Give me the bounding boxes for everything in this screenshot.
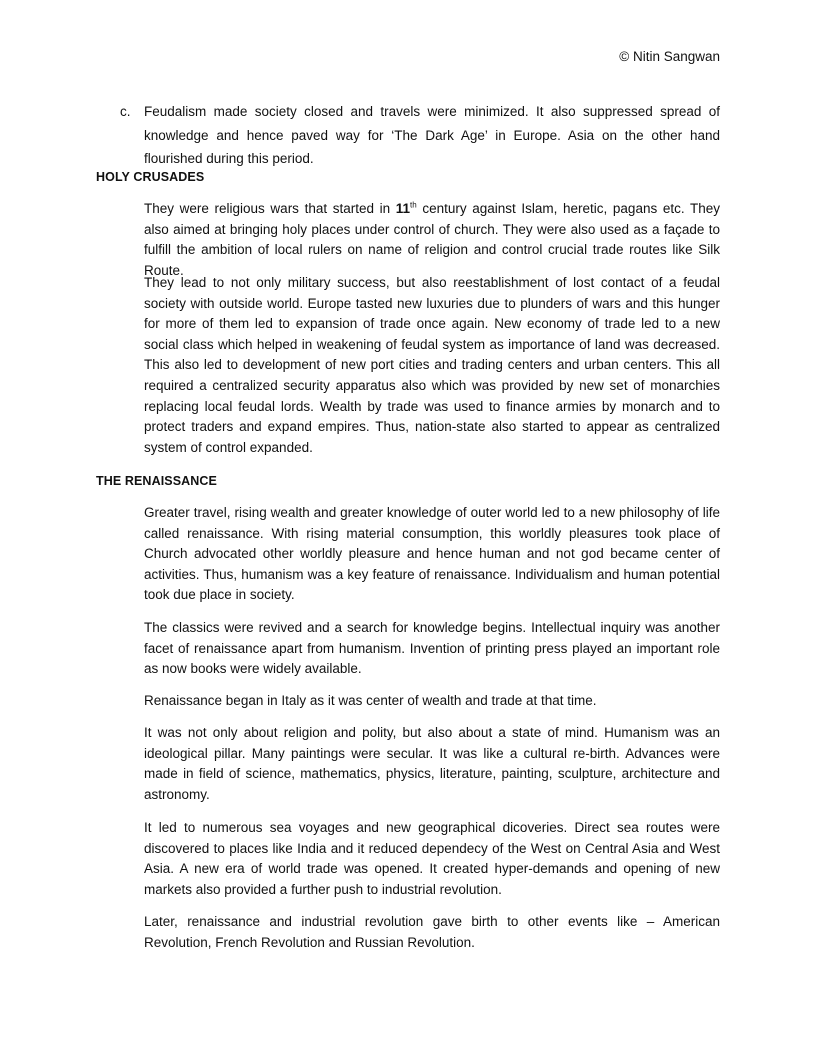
heading-holy-crusades: HOLY CRUSADES bbox=[96, 170, 205, 184]
century-suffix: th bbox=[410, 200, 417, 210]
paragraph-renaissance-6: Later, renaissance and industrial revolution gave birth to other events like – American Revolution, French Revolution and Russian Revolution. bbox=[144, 914, 720, 950]
heading-renaissance: THE RENAISSANCE bbox=[96, 474, 217, 488]
paragraph-renaissance-3: Renaissance began in Italy as it was center of wealth and trade at that time. bbox=[144, 693, 597, 708]
paragraph-crusades-1-after: century against Islam, heretic, pagans etc. They also aimed at bringing holy places under control of church. They were also used as a façade to fulfill the ambition of local rulers on name of religion and control crucial trade routes like Silk Route. bbox=[144, 201, 720, 278]
paragraph-crusades-1-before: They were religious wars that started in bbox=[144, 201, 396, 216]
feudalism-list-item bbox=[120, 100, 720, 171]
paragraph-renaissance-4: It was not only about religion and polity, but also about a state of mind. Humanism was an ideological pillar. Many paintings were secular. It was like a cultural re-birth. Advances were made in field of science, mathematics, physics, literature, painting, sculpture, architecture and astronomy. bbox=[144, 725, 720, 802]
paragraph-renaissance-2: The classics were revived and a search for knowledge begins. Intellectual inquiry was another facet of renaissance apart from humanism. Invention of printing press played an important role as now books were widely available. bbox=[144, 620, 720, 677]
list-marker: c. bbox=[120, 104, 131, 119]
copyright-header: © Nitin Sangwan bbox=[619, 49, 720, 64]
paragraph-crusades-1 bbox=[144, 199, 720, 281]
century-number: 11 bbox=[395, 201, 411, 216]
paragraph-crusades-2: They lead to not only military success, but also reestablishment of lost contact of a feudal society with outside world. Europe tasted new luxuries due to plunders of wars and this hunger for more of them led to expansion of trade once again. New economy of trade led to a new social class which helped in weakening of feudal system as importance of land was decreased. This also led to development of new port cities and trading centers and urban centers. This all required a centralized security apparatus also which was provided by new set of monarchies replacing local feudal lords. Wealth by trade was used to finance armies by monarch and to protect traders and expand empires. Thus, nation-state also started to appear as centralized system of control expanded. bbox=[144, 275, 720, 455]
list-item-text: Feudalism made society closed and travels were minimized. It also suppressed spread of knowledge and hence paved way for ‘The Dark Age’ in Europe. Asia on the other hand flourished during this period. bbox=[144, 104, 720, 166]
paragraph-renaissance-5: It led to numerous sea voyages and new geographical dicoveries. Direct sea routes were discovered to places like India and it reduced dependecy of the West on Central Asia and West Asia. A new era of world trade was opened. It created hyper-demands and opening of new markets also provided a further push to industrial revolution. bbox=[144, 820, 720, 897]
paragraph-renaissance-1: Greater travel, rising wealth and greater knowledge of outer world led to a new philosophy of life called renaissance. With rising material consumption, this worldly pleasures took place of Church advocated other worldly pleasure and hence human and not god became center of activities. Thus, humanism was a key feature of renaissance. Individualism and human potential took due place in society. bbox=[144, 505, 720, 603]
